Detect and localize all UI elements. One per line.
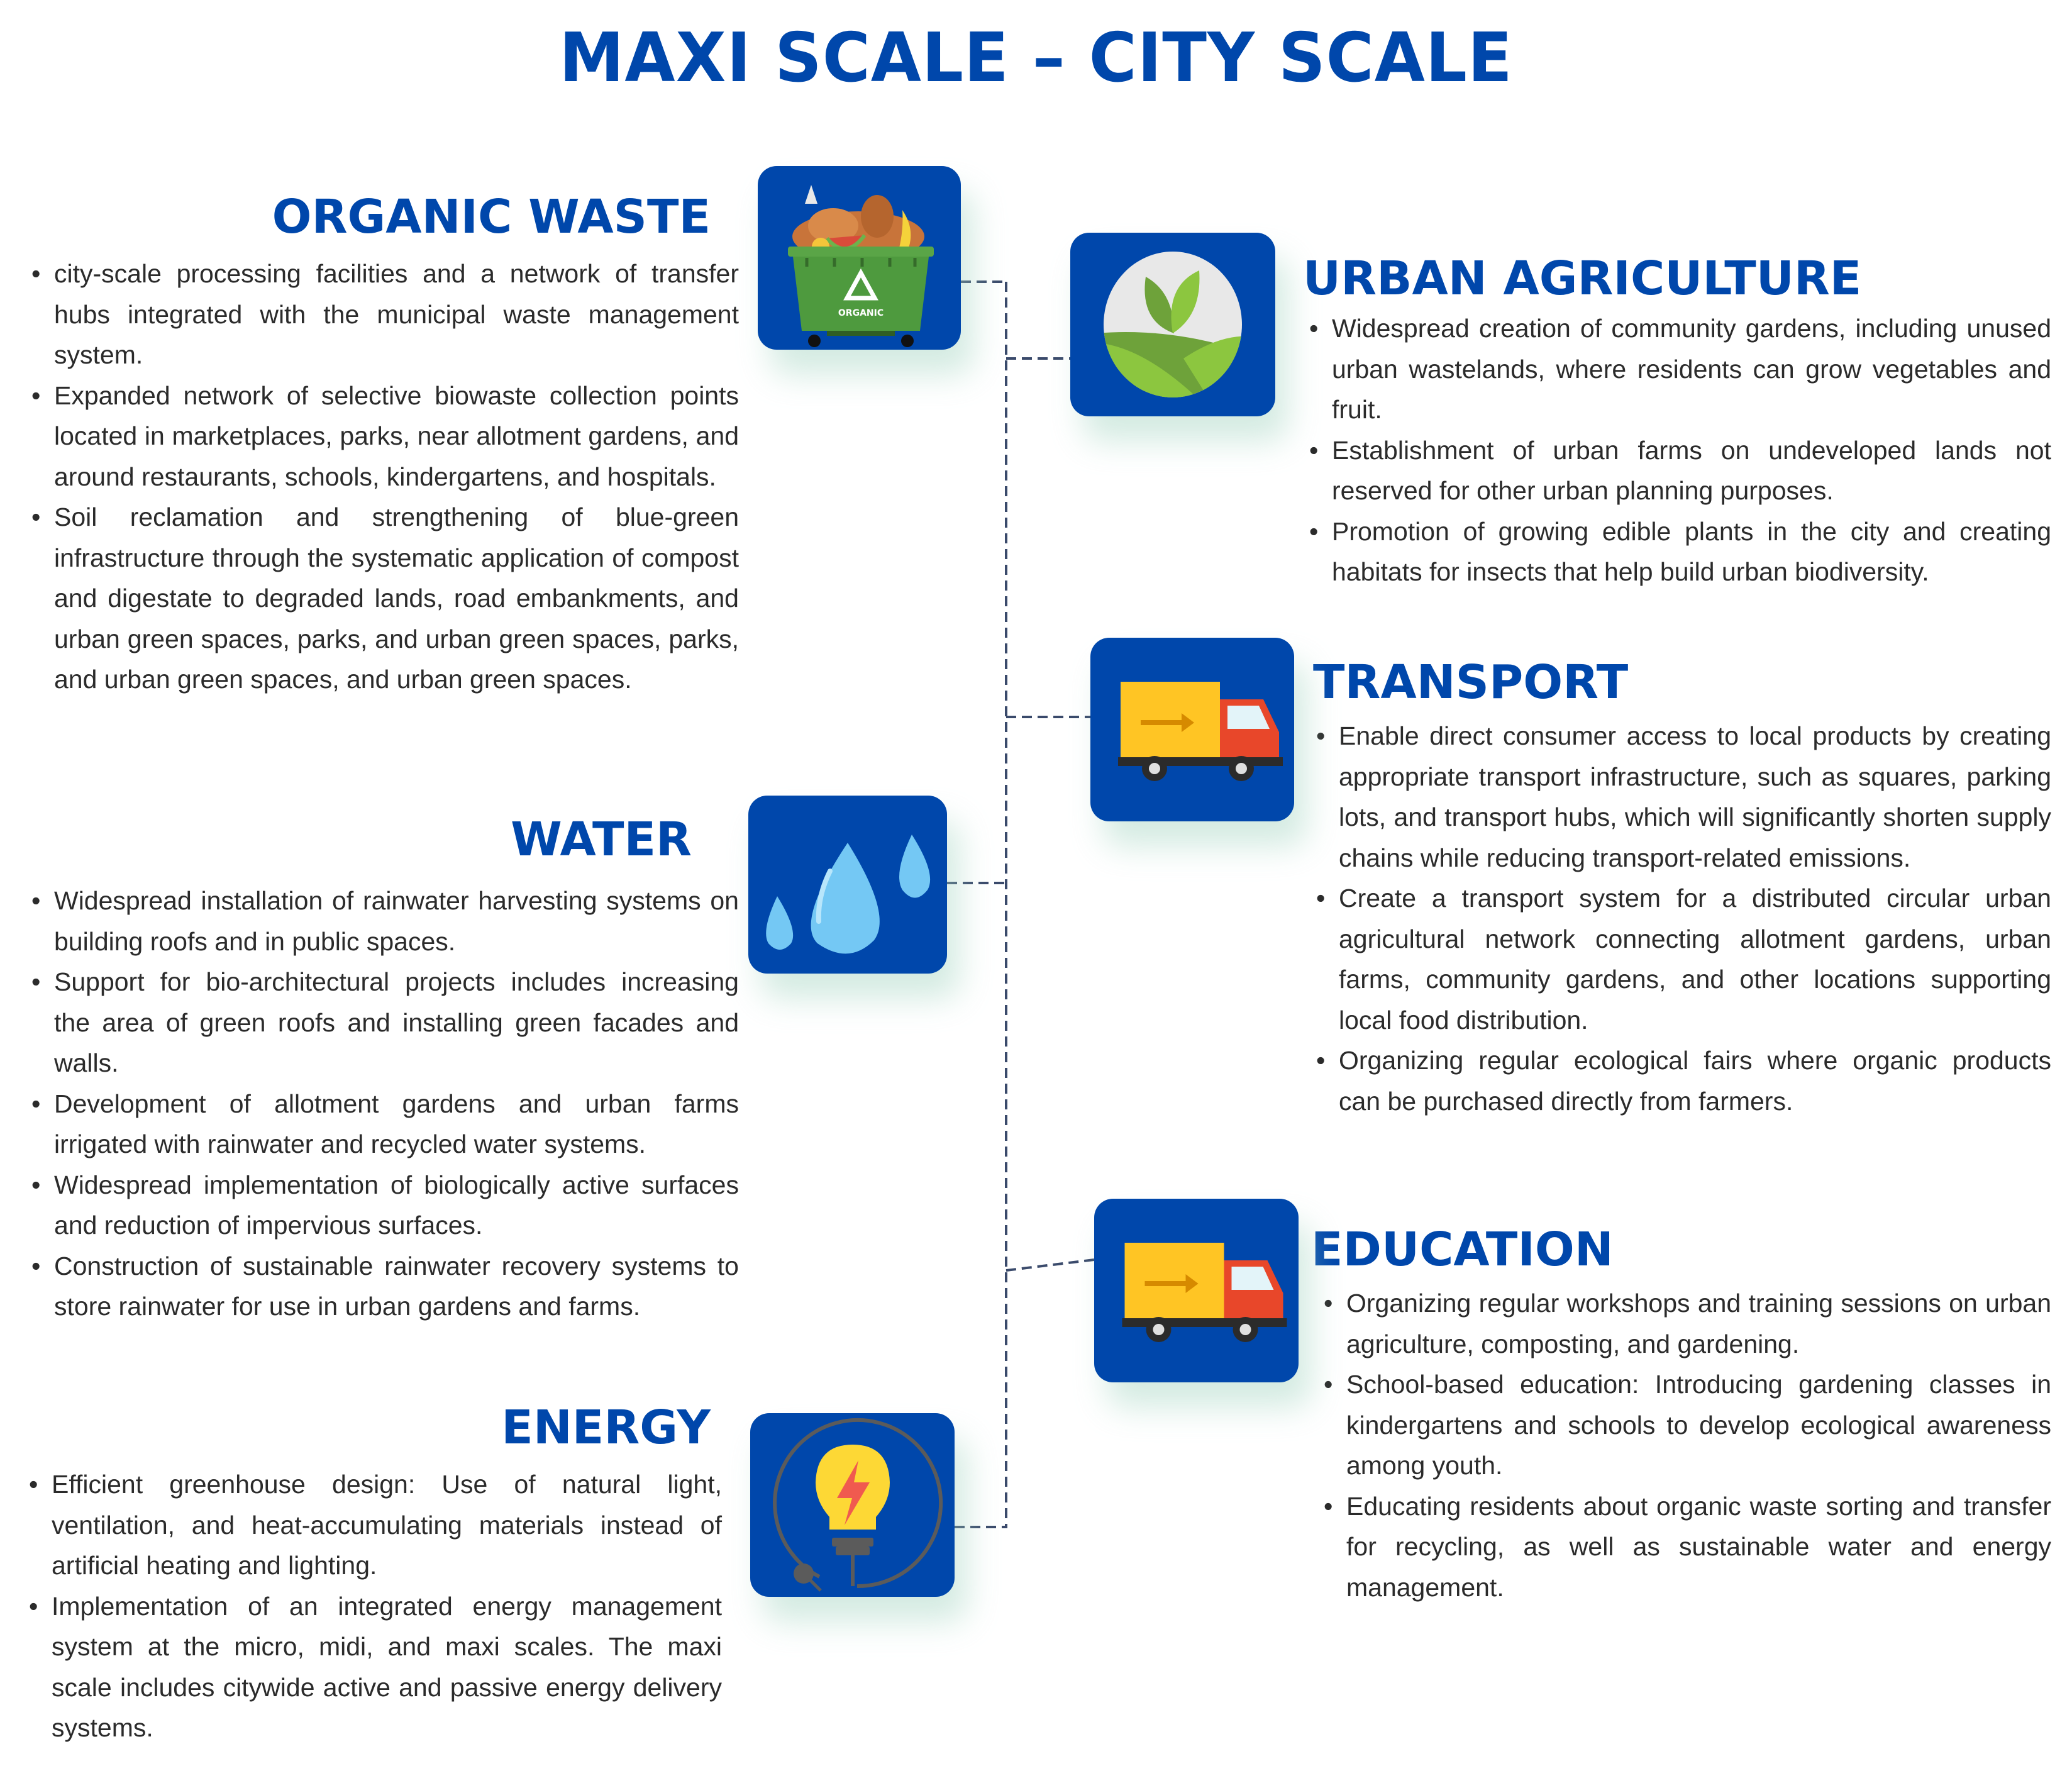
- list-item: • Widespread creation of community gardens, including unused urban wastelands, where residents can grow vegetables and fruit.: [1309, 308, 2051, 430]
- list-item: • School-based education: Introducing gardening classes in kindergartens and schools to develop ecological awareness among youth.: [1324, 1364, 2051, 1486]
- energy-heading: ENERGY: [501, 1401, 711, 1455]
- list-item: • Efficient greenhouse design: Use of natural light, ventilation, and heat-accumulating materials instead of artificial heating and lighting.: [29, 1464, 722, 1586]
- transport-bullets: [1316, 716, 2051, 1121]
- organic-waste-heading: ORGANIC WASTE: [272, 190, 711, 244]
- sprout-field-icon: [1070, 233, 1275, 416]
- page-title: MAXI SCALE – CITY SCALE: [559, 19, 1513, 97]
- list-item: • Organizing regular ecological fairs where organic products can be purchased directly from farmers.: [1316, 1040, 2051, 1121]
- list-item: • Widespread implementation of biologically active surfaces and reduction of impervious surfaces.: [31, 1165, 739, 1246]
- water-heading: WATER: [511, 813, 692, 867]
- list-item: • Soil reclamation and strengthening of blue-green infrastructure through the systematic application of compost and digestate to degraded lands, road embankments, and urban green spaces, parks, and urban green spaces, parks, and urban green spaces, and urban green spaces.: [31, 497, 739, 700]
- education-bullets: [1324, 1283, 2051, 1608]
- urban-agriculture-heading: URBAN AGRICULTURE: [1303, 252, 1862, 306]
- light-bulb-plug-icon: [750, 1413, 955, 1597]
- list-item: • Expanded network of selective biowaste collection points located in marketplaces, parks, near allotment gardens, and around restaurants, schools, kindergartens, and hospitals.: [31, 375, 739, 497]
- list-item: • Implementation of an integrated energy management system at the micro, midi, and maxi scales. The maxi scale includes citywide active and passive energy delivery systems.: [29, 1586, 722, 1748]
- list-item: • Educating residents about organic waste sorting and transfer for recycling, as well as sustainable water and energy management.: [1324, 1486, 2051, 1608]
- water-drops-icon: [748, 796, 947, 974]
- list-item: • Organizing regular workshops and training sessions on urban agriculture, composting, and gardening.: [1324, 1283, 2051, 1364]
- water-bullets: [31, 880, 739, 1327]
- list-item: • Enable direct consumer access to local products by creating appropriate transport infrastructure, such as squares, parking lots, and transport hubs, which will significantly shorten supply chains while reducing transport-related emissions.: [1316, 716, 2051, 878]
- delivery-truck-icon: [1094, 1199, 1299, 1382]
- education-heading: EDUCATION: [1311, 1223, 1614, 1277]
- transport-heading: TRANSPORT: [1313, 655, 1629, 709]
- list-item: • Establishment of urban farms on undeveloped lands not reserved for other urban planning purposes.: [1309, 430, 2051, 511]
- delivery-truck-icon: [1090, 638, 1294, 821]
- svg-text:ORGANIC: ORGANIC: [838, 308, 884, 318]
- organic-waste-bin-icon: [758, 166, 961, 350]
- urban-agriculture-bullets: [1309, 308, 2051, 592]
- list-item: • Support for bio-architectural projects includes increasing the area of green roofs and installing green facades and walls.: [31, 962, 739, 1084]
- list-item: • Development of allotment gardens and urban farms irrigated with rainwater and recycled water systems.: [31, 1084, 739, 1165]
- list-item: • Widespread installation of rainwater harvesting systems on building roofs and in public spaces.: [31, 880, 739, 962]
- organic-waste-bullets: [31, 253, 739, 700]
- energy-bullets: [29, 1464, 722, 1748]
- list-item: • Promotion of growing edible plants in the city and creating habitats for insects that help build urban biodiversity.: [1309, 511, 2051, 592]
- list-item: • city-scale processing facilities and a network of transfer hubs integrated with the municipal waste management system.: [31, 253, 739, 375]
- list-item: • Create a transport system for a distributed circular urban agricultural network connecting allotment gardens, urban farms, community gardens, and other locations supporting local food distribution.: [1316, 878, 2051, 1040]
- list-item: • Construction of sustainable rainwater recovery systems to store rainwater for use in urban gardens and farms.: [31, 1246, 739, 1327]
